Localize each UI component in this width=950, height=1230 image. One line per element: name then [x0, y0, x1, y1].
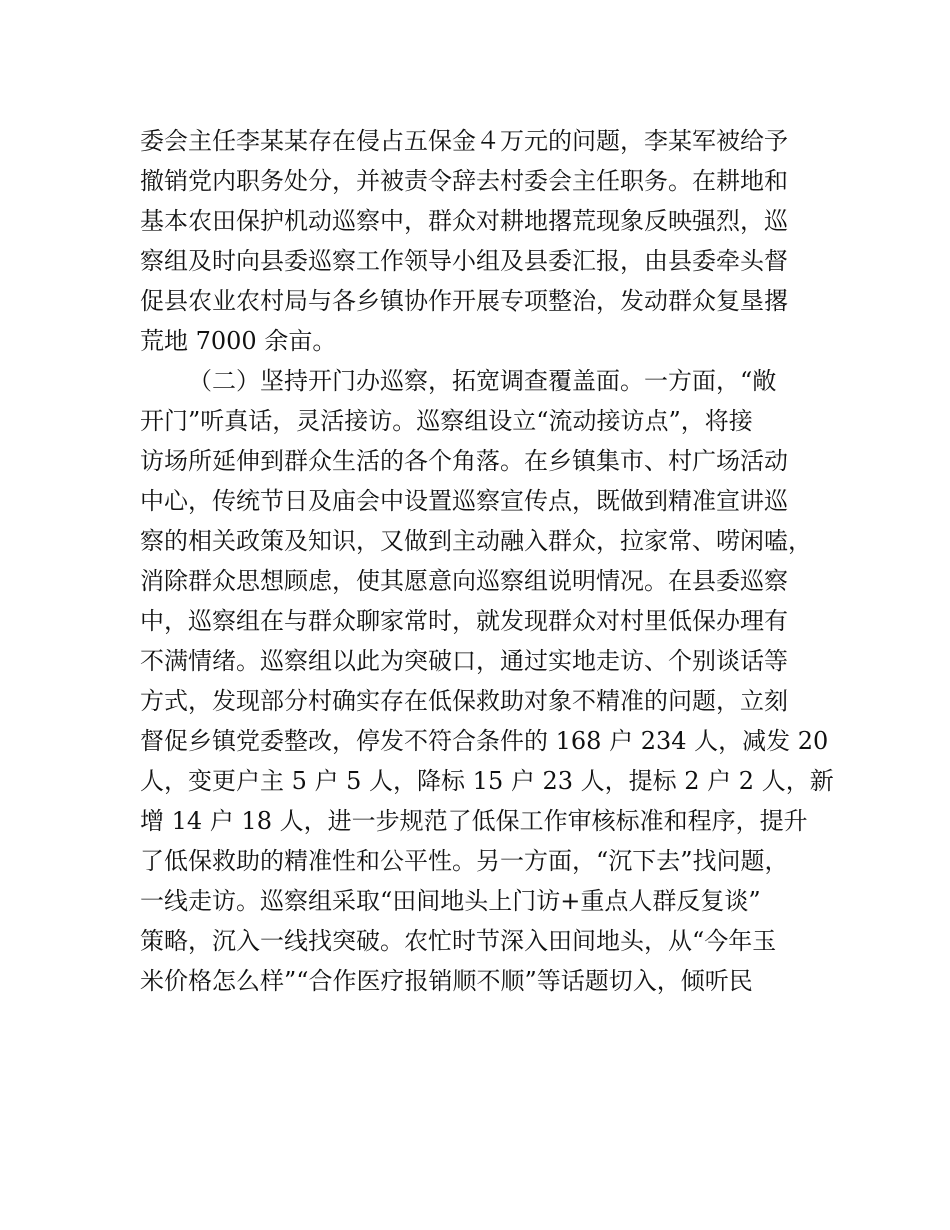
text-line: 中心，传统节日及庙会中设置巡察宣传点，既做到精准宣讲巡: [140, 487, 788, 515]
text-line: 察的相关政策及知识，又做到主动融入群众，拉家常、唠闲嗑，: [140, 527, 812, 555]
text-line: 撤销党内职务处分，并被责令辞去村委会主任职务。在耕地和: [140, 167, 788, 195]
text-line: 中，巡察组在与群众聊家常时，就发现群众对村里低保办理有: [140, 607, 788, 635]
text-line: 荒地 7000 余亩。: [140, 327, 337, 355]
text-line: 察组及时向县委巡察工作领导小组及县委汇报，由县委牵头督: [140, 247, 788, 275]
text-line: 一线走访。巡察组采取“田间地头上门访+重点人群反复谈”: [140, 887, 761, 915]
text-line: 米价格怎么样”“合作医疗报销顺不顺”等话题切入，倾听民: [140, 967, 753, 995]
text-line: 委会主任李某某存在侵占五保金４万元的问题，李某军被给予: [140, 127, 788, 155]
text-line: 人，变更户主 5 户 5 人，降标 15 户 23 人，提标 2 户 2 人，新: [140, 767, 834, 795]
text-line: 了低保救助的精准性和公平性。另一方面，“沉下去”找问题，: [140, 847, 789, 875]
text-line: 访场所延伸到群众生活的各个角落。在乡镇集市、村广场活动: [140, 447, 788, 475]
text-line: 方式，发现部分村确实存在低保救助对象不精准的问题，立刻: [140, 687, 788, 715]
text-line: 督促乡镇党委整改，停发不符合条件的 168 户 234 人，减发 20: [140, 727, 829, 755]
text-line: 促县农业农村局与各乡镇协作开展专项整治，发动群众复垦撂: [140, 287, 788, 315]
text-line: 不满情绪。巡察组以此为突破口，通过实地走访、个别谈话等: [140, 647, 788, 675]
text-line: 增 14 户 18 人，进一步规范了低保工作审核标准和程序，提升: [140, 807, 808, 835]
text-line: 消除群众思想顾虑，使其愿意向巡察组说明情况。在县委巡察: [140, 567, 788, 595]
text-line: 开门”听真话，灵活接访。巡察组设立“流动接访点”，将接: [140, 407, 753, 435]
text-line: 基本农田保护机动巡察中，群众对耕地撂荒现象反映强烈，巡: [140, 207, 788, 235]
section-heading-line: （二）坚持开门办巡察，拓宽调查覆盖面。一方面，“敞: [188, 367, 777, 395]
text-line: 策略，沉入一线找突破。农忙时节深入田间地头，从“今年玉: [140, 927, 777, 955]
